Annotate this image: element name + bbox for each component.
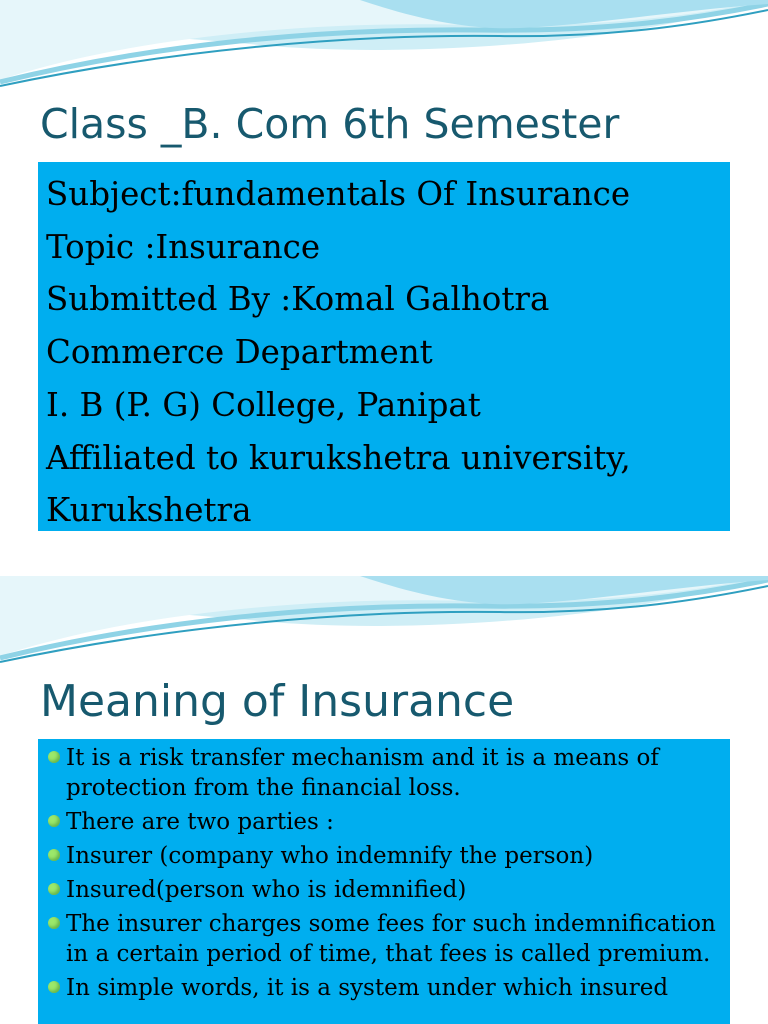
college-line: I. B (P. G) College, Panipat bbox=[46, 385, 481, 424]
bullet-dot-icon bbox=[48, 751, 60, 763]
bullet-dot-icon bbox=[48, 981, 60, 993]
bullet-item bbox=[48, 973, 722, 1003]
slide-2 bbox=[0, 576, 768, 1024]
bullet-text: It is a risk transfer mechanism and it is a means of protection from the financial loss. bbox=[66, 745, 659, 801]
header-wave-graphic bbox=[0, 0, 768, 90]
bullet-text: The insurer charges some fees for such indemnification in a certain period of time, that fees is called premium. bbox=[66, 911, 716, 967]
bullet-text: There are two parties : bbox=[66, 809, 334, 835]
header-wave-graphic bbox=[0, 576, 768, 666]
submitted-by-line: Submitted By :Komal Galhotra bbox=[46, 280, 550, 319]
bullet-dot-icon bbox=[48, 849, 60, 861]
bullet-item bbox=[48, 909, 722, 969]
bullet-text: Insured(person who is idemnified) bbox=[66, 877, 467, 903]
bullet-dot-icon bbox=[48, 883, 60, 895]
topic-line: Topic :Insurance bbox=[46, 227, 321, 266]
affiliation-line: Affiliated to kurukshetra university, bbox=[46, 438, 631, 477]
bullet-text: In simple words, it is a system under which insured bbox=[66, 975, 669, 1001]
slide-title: Class _B. Com 6th Semester bbox=[40, 100, 620, 148]
bullet-item bbox=[48, 743, 722, 803]
bullet-text: Insurer (company who indemnify the person) bbox=[66, 843, 594, 869]
bullet-dot-icon bbox=[48, 917, 60, 929]
bullet-item bbox=[48, 875, 722, 905]
slide-separator bbox=[0, 556, 768, 576]
university-line: Kurukshetra bbox=[46, 491, 252, 530]
content-box bbox=[38, 739, 730, 1024]
details-box bbox=[38, 162, 730, 531]
department-line: Commerce Department bbox=[46, 333, 433, 372]
slide-title: Meaning of Insurance bbox=[40, 676, 515, 727]
bullet-item bbox=[48, 841, 722, 871]
bullet-dot-icon bbox=[48, 815, 60, 827]
bullet-item bbox=[48, 807, 722, 837]
subject-line: Subject:fundamentals Of Insurance bbox=[46, 175, 631, 213]
